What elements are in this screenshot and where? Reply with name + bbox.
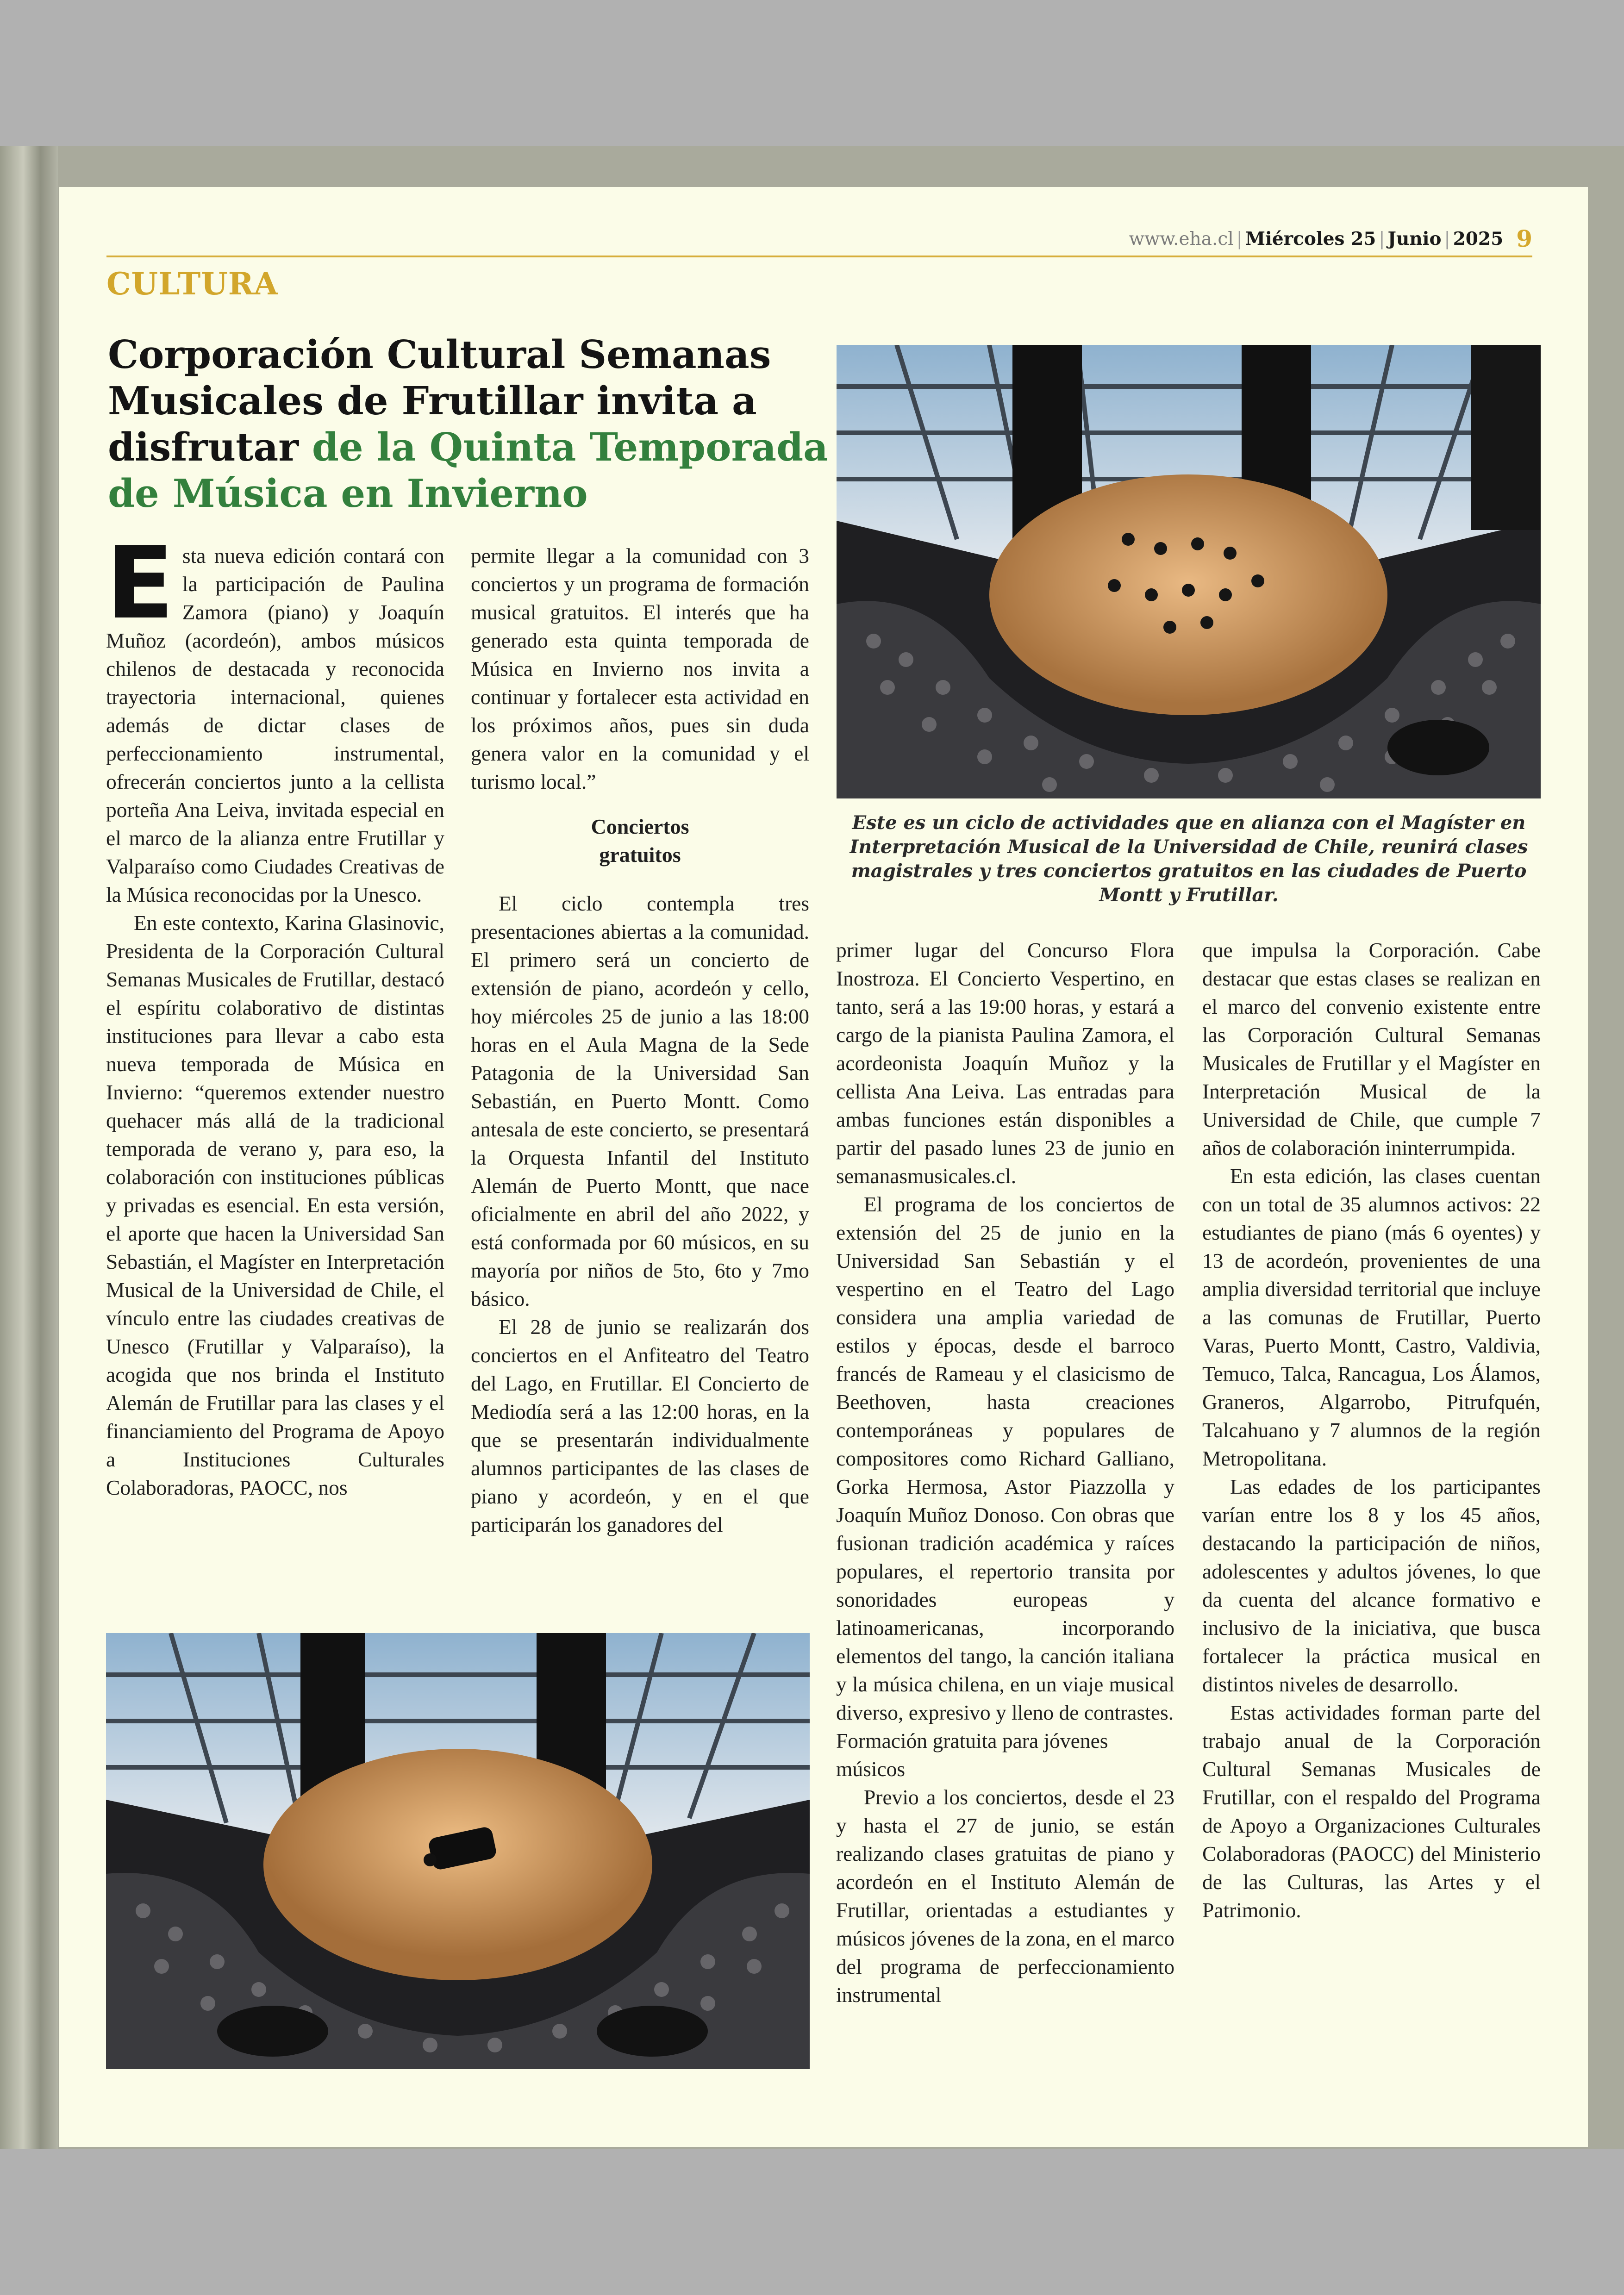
photo-piano-bottom bbox=[106, 1633, 810, 2069]
article-paragraph: El ciclo contempla tres presentaciones abiertas a la comunidad. El primero será un concierto de extensión de piano, acordeón y cello, hoy miércoles 25 de junio a las 18:00 horas en el Aula Magna de la Sede Patagonia de la Universidad San Sebastián, en Puerto Montt. Como antesala de este concierto, se presentará la Orquesta Infantil del Instituto Alemán de Puerto Montt, que nace oficialmente en abril del año 2022, y está conformada por 60 músicos, en su mayoría por niños de 5to, 6to y 7mo básico. bbox=[471, 892, 809, 1310]
subhead-formacion: Formación gratuita para jóvenes músicos bbox=[836, 1729, 1108, 1781]
article-paragraph: permite llegar a la comunidad con 3 conciertos y un programa de formación musical gratuitos. El interés que ha generado esta quinta temporada de Música en Invierno nos invita a continuar y fortalecer esta actividad en los próximos años, pues sin duda genera valor en la comunidad y el turismo local.” bbox=[471, 544, 809, 793]
magazine-page bbox=[59, 187, 1588, 2147]
article-paragraph: Previo a los conciertos, desde el 23 y hasta el 27 de junio, se están realizando clases gratuitas de piano y acordeón en el Instituto Alemán de Frutillar, orientadas a estudiantes y músicos jóvenes de la zona, en el marco del programa de perfeccionamiento instrumental bbox=[836, 1785, 1174, 2007]
photo-orchestra-top bbox=[837, 345, 1541, 798]
page-number: 9 bbox=[1516, 225, 1532, 252]
header-month: Junio bbox=[1387, 228, 1442, 249]
article-paragraph: Las edades de los participantes varían entre los 8 y los 45 años, destacando la participación de niños, adolescentes y adultos jóvenes, lo que da cuenta del alcance formativo e inclusivo de la iniciativa, que busca fortalecer la práctica musical en distintos niveles de desarrollo. bbox=[1202, 1475, 1541, 1696]
section-label: CULTURA bbox=[106, 266, 278, 302]
article-column-1 bbox=[106, 525, 444, 1502]
header-url: www.eha.cl bbox=[1129, 229, 1234, 249]
subhead-conciertos: Conciertos gratuitos bbox=[591, 815, 689, 867]
headline bbox=[108, 331, 830, 517]
article-paragraph: Estas actividades forman parte del trabajo anual de la Corporación Cultural Semanas Musicales de Frutillar, con el respaldo del Programa de Apoyo a Organizaciones Culturales Colaboradoras (PAOCC) del Ministerio de las Culturas, las Artes y el Patrimonio. bbox=[1202, 1701, 1541, 1922]
concert-hall-illustration bbox=[837, 345, 1541, 798]
article-column-3 bbox=[836, 936, 1174, 2009]
article-paragraph: primer lugar del Concurso Flora Inostroza. El Concierto Vespertino, en tanto, será a las 19:00 horas, y estará a cargo de la pianista Paulina Zamora, el acordeonista Joaquín Muñoz y la cellista Ana Leiva. Las entradas para ambas funciones están disponibles a partir del pasado lunes 23 de junio en semanasmusicales.cl. bbox=[836, 938, 1174, 1188]
piano-hall-illustration bbox=[106, 1633, 810, 2069]
header-day: Miércoles 25 bbox=[1245, 228, 1376, 249]
drop-cap: E bbox=[106, 525, 174, 641]
page-header: www.eha.cl | Miércoles 25 | Junio | 2025 9 bbox=[1129, 225, 1532, 252]
photo-caption: Este es un ciclo de actividades que en alianza con el Magíster en Interpretación Musical de la Universidad de Chile, reunirá clases magistrales y tres conciertos gratuitos en las ciudades de Puerto Montt y Frutillar. bbox=[849, 812, 1528, 906]
article-column-4 bbox=[1202, 936, 1541, 1924]
article-paragraph: El programa de los conciertos de extensión del 25 de junio en la Universidad San Sebastián y el vespertino en el Teatro del Lago considera una amplia variedad de estilos y épocas, desde el barroco francés de Rameau y el clasicismo de Beethoven, hasta creaciones contemporáneas y populares de compositores como Richard Galliano, Gorka Hermosa, Astor Piazzolla y Joaquín Muñoz Donoso. Con obras que fusionan tradición académica y raíces populares, el repertorio transita por sonoridades europeas y latinoamericanas, incorporando elementos del tango, la canción italiana y la música chilena, en un viaje musical diverso, expresivo y lleno de contrastes. bbox=[836, 1192, 1174, 1724]
article-paragraph: En esta edición, las clases cuentan con un total de 35 alumnos activos: 22 estudiantes de piano (más 6 oyentes) y 13 de acordeón, provenientes de una amplia diversidad territorial que incluye a las comunas de Frutillar, Puerto Varas, Puerto Montt, Castro, Valdivia, Temuco, Talca, Rancagua, Los Álamos, Graneros, Algarrobo, Pitrufquén, Talcahuano y 7 alumnos de la región Metropolitana. bbox=[1202, 1164, 1541, 1470]
article-paragraph: Esta nueva edición contará con la participación de Paulina Zamora (piano) y Joaquín Muñoz (acordeón), ambos músicos chilenos de destacada y reconocida trayectoria internacional, quienes además de dictar clases de perfeccionamiento instrumental, ofrecerán conciertos junto a la cellista porteña Ana Leiva, invitada especial en el marco de la alianza entre Frutillar y Valparaíso como Ciudades Creativas de la Música reconocidas por la Unesco. bbox=[106, 525, 444, 906]
article-paragraph: El 28 de junio se realizarán dos conciertos en el Anfiteatro del Teatro del Lago, en Frutillar. El Concierto de Mediodía será a las 12:00 horas, en la que se presentarán individualmente alumnos participantes de las clases de piano y acordeón, y en el que participarán los ganadores del bbox=[471, 1315, 809, 1536]
article-paragraph: que impulsa la Corporación. Cabe destacar que estas clases se realizan en el marco del convenio existente entre las Corporación Cultural Semanas Musicales de Frutillar y el Magíster en Interpretación Musical de la Universidad de Chile, que cumple 7 años de colaboración ininterrumpida. bbox=[1202, 938, 1541, 1160]
header-rule bbox=[106, 256, 1532, 257]
article-column-2 bbox=[471, 542, 809, 1539]
header-year: 2025 bbox=[1453, 228, 1504, 249]
article-paragraph: En este contexto, Karina Glasinovic, Presidenta de la Corporación Cultural Semanas Musicales de Frutillar, destacó el espíritu colaborativo de distintas instituciones para llevar a cabo esta nueva temporada de Música en Invierno: “queremos extender nuestro quehacer más allá de la tradicional temporada de verano y, para eso, la colaboración con instituciones públicas y privadas es esencial. En esta versión, el aporte que hacen la Universidad San Sebastián, el Magíster en Interpretación Musical de la Universidad de Chile, el vínculo entre las ciudades creativas de Unesco (Frutillar y Valparaíso), la acogida que nos brinda el Instituto Alemán de Frutillar para las clases y el financiamiento del Programa de Apoyo a Instituciones Culturales Colaboradoras, PAOCC, nos bbox=[106, 911, 444, 1499]
headline-part2: de la Quinta Temporada de Música en Invierno bbox=[108, 424, 828, 516]
headline-part1: Corporación Cultural Semanas Musicales de Frutillar invita a disfrutar bbox=[108, 332, 771, 470]
page-spine bbox=[0, 146, 58, 2149]
